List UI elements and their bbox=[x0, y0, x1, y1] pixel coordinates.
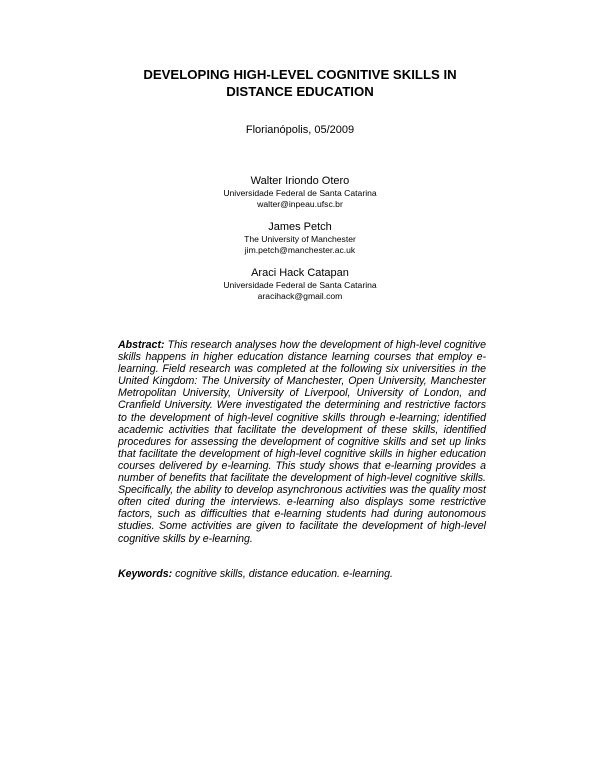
author-name: Walter Iriondo Otero bbox=[250, 175, 350, 187]
author-block-3 bbox=[0, 266, 600, 302]
author-block-2 bbox=[0, 220, 600, 256]
place-date: Florianópolis, 05/2009 bbox=[245, 124, 355, 136]
title-line-1: DEVELOPING HIGH-LEVEL COGNITIVE SKILLS IN bbox=[143, 67, 457, 82]
author-block-1 bbox=[0, 174, 600, 210]
abstract-text: This research analyses how the development of high-level cognitive skills happens in higher education distance learning courses that employ e-learning. Field research was completed at the following six universities in the United Kingdom: The University of Manchester, Open University, Manchester Metropolitan University, University of Liverpool, University of London, and Cranfield University. Were investigated the determining and restrictive factors to the development of high-level cognitive skills through e-learning; identified academic activities that facilitate the development of these skills, identified procedures for assessing the development of cognitive skills and set up links that facilitate the development of high-level cognitive skills in higher education courses delivered by e-learning. This study shows that e-learning provides a number of benefits that facilitate the development of high-level cognitive skills. Specifically, the ability to develop asynchronous activities was the quality most often cited during the interviews. e-learning also displays some restrictive factors, such as difficulties that e-learning students had during autonomous studies. Some activities are given to facilitate the development of high-level cognitive skills by e-learning. bbox=[118, 339, 486, 545]
author-affiliation: Universidade Federal de Santa Catarina bbox=[223, 188, 377, 198]
author-name: Araci Hack Catapan bbox=[251, 267, 349, 279]
keywords-label: Keywords: bbox=[118, 568, 173, 580]
author-affiliation: The University of Manchester bbox=[244, 234, 356, 244]
author-affiliation: Universidade Federal de Santa Catarina bbox=[223, 280, 377, 290]
author-email: walter@inpeau.ufsc.br bbox=[257, 199, 343, 209]
keywords bbox=[118, 568, 486, 580]
author-name: James Petch bbox=[268, 221, 332, 233]
author-email: jim.petch@manchester.ac.uk bbox=[244, 245, 356, 255]
abstract-label: Abstract: bbox=[118, 339, 165, 351]
title-line-2: DISTANCE EDUCATION bbox=[226, 84, 374, 99]
keywords-text: cognitive skills, distance education. e-learning. bbox=[175, 568, 394, 580]
abstract bbox=[118, 339, 486, 545]
author-email: aracihack@gmail.com bbox=[257, 291, 343, 301]
paper-title bbox=[60, 66, 540, 100]
